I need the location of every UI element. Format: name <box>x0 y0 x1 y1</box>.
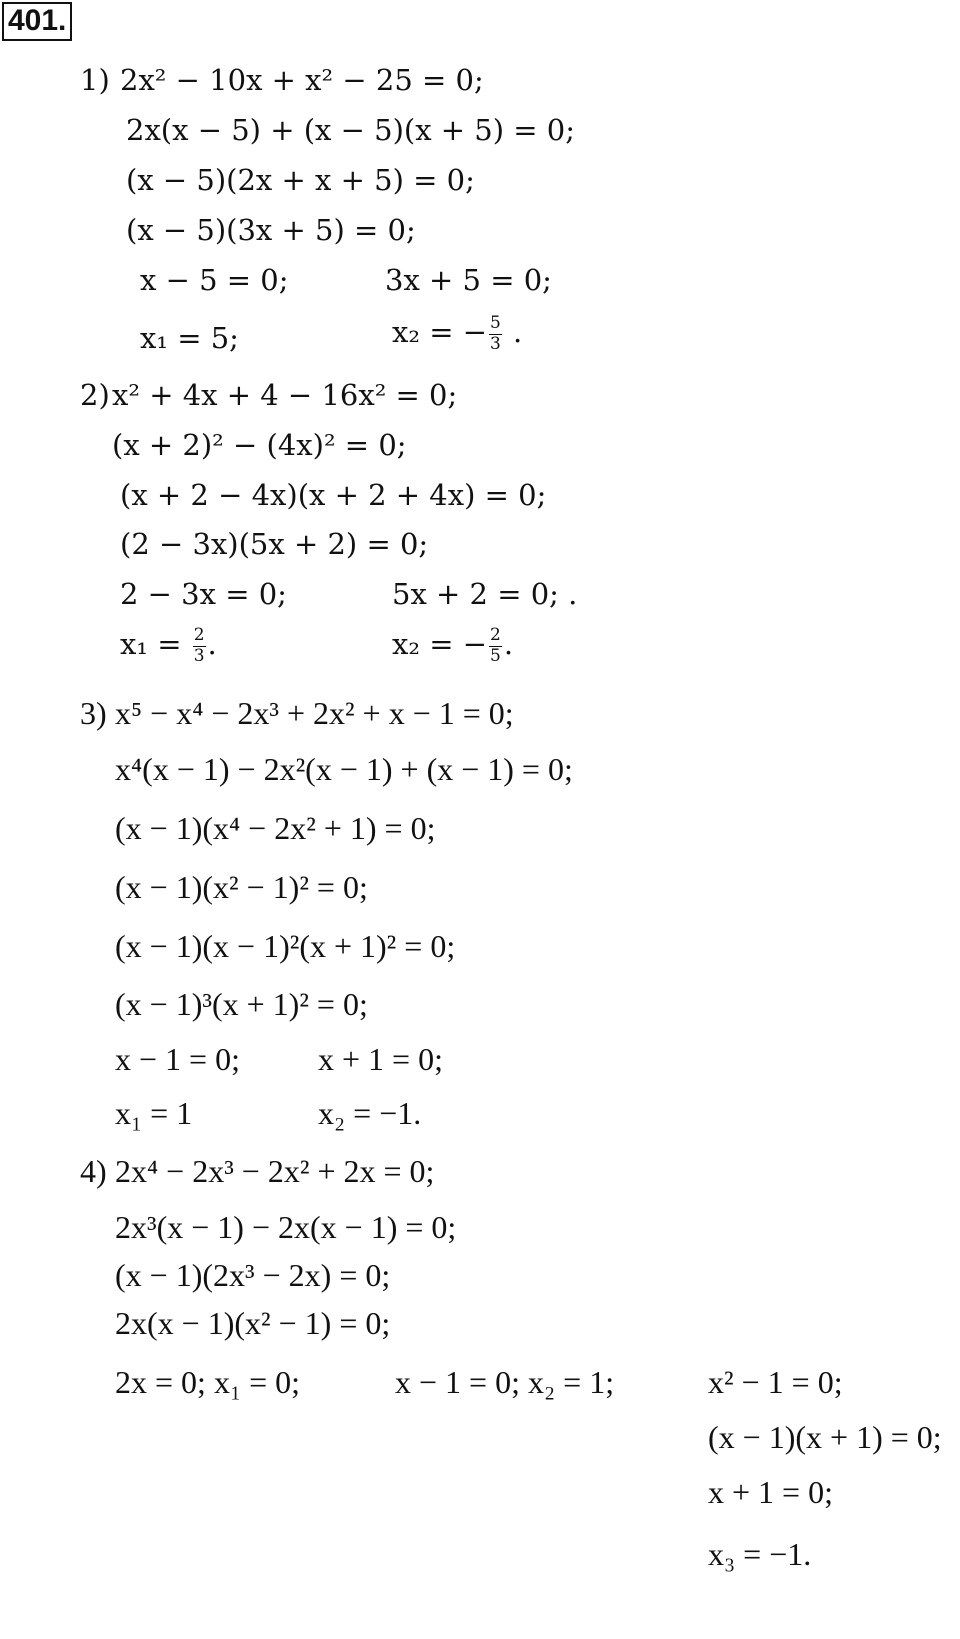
part2-step-3: (2 − 3x)(5x + 2) = 0; <box>120 527 429 561</box>
part4-case-1: 2x = 0; x₁ = 0; <box>115 1364 301 1400</box>
part4-case-3-step-3: x + 1 = 0; <box>708 1474 833 1510</box>
part1-root-2: x₂ = − $\frac{5}{3}$ . <box>392 313 523 354</box>
part1-step-1: 2x(x − 5) + (x − 5)(x + 5) = 0; <box>126 113 576 147</box>
part2-step-1: (x + 2)² − (4x)² = 0; <box>112 428 407 462</box>
part4-root-3: x₃ = −1. <box>708 1536 812 1572</box>
part3-step-5: (x − 1)³(x + 1)² = 0; <box>115 986 368 1022</box>
part3-root-2: x₂ = −1. <box>318 1095 422 1131</box>
part1-factor-b: 3x + 5 = 0; <box>385 263 552 297</box>
part3-factor-b: x + 1 = 0; <box>318 1041 443 1077</box>
part3-step-1: x⁴(x − 1) − 2x²(x − 1) + (x − 1) = 0; <box>115 751 573 787</box>
part3-factor-a: x − 1 = 0; <box>115 1041 240 1077</box>
part1-equation: 2x² − 10x + x² − 25 = 0; <box>120 63 484 97</box>
part4-case-3-step-2: (x − 1)(x + 1) = 0; <box>708 1419 942 1455</box>
part3-label: 3) <box>80 695 107 731</box>
part2-root-2-fraction: $\frac{2}{5}$ <box>490 625 501 666</box>
problem-number: 401. <box>2 2 72 41</box>
part2-factor-a: 2 − 3x = 0; <box>120 577 287 611</box>
part4-step-3: 2x(x − 1)(x² − 1) = 0; <box>115 1305 391 1341</box>
part1-factor-a: x − 5 = 0; <box>140 263 289 297</box>
part4-step-2: (x − 1)(2x³ − 2x) = 0; <box>115 1257 391 1293</box>
part3-equation: x⁵ − x⁴ − 2x³ + 2x² + x − 1 = 0; <box>115 695 514 731</box>
part2-step-2: (x + 2 − 4x)(x + 2 + 4x) = 0; <box>120 478 547 512</box>
part1-step-2: (x − 5)(2x + x + 5) = 0; <box>126 163 475 197</box>
part3-step-4: (x − 1)(x − 1)²(x + 1)² = 0; <box>115 928 456 964</box>
part3-step-2: (x − 1)(x⁴ − 2x² + 1) = 0; <box>115 810 436 846</box>
part1-step-3: (x − 5)(3x + 5) = 0; <box>126 213 416 247</box>
part4-label: 4) <box>80 1153 107 1189</box>
part2-equation: x² + 4x + 4 − 16x² = 0; <box>112 378 458 412</box>
part2-root-1-fraction: $\frac{2}{3}$ <box>193 625 205 666</box>
part2-root-2: x₂ = − $\frac{2}{5}$ . <box>392 625 514 666</box>
part2-root-1: x₁ = $\frac{2}{3}$ . <box>120 625 217 666</box>
part1-root-2-fraction: $\frac{5}{3}$ <box>490 313 501 354</box>
part4-equation: 2x⁴ − 2x³ − 2x² + 2x = 0; <box>115 1153 435 1189</box>
part3-step-3: (x − 1)(x² − 1)² = 0; <box>115 869 368 905</box>
part1-root-1: x₁ = 5; <box>140 321 239 355</box>
part4-step-1: 2x³(x − 1) − 2x(x − 1) = 0; <box>115 1209 457 1245</box>
part3-root-1: x₁ = 1 <box>115 1095 193 1131</box>
part2-factor-b: 5x + 2 = 0; . <box>392 577 578 611</box>
part4-case-2: x − 1 = 0; x₂ = 1; <box>395 1364 615 1400</box>
part4-case-3-step-1: x² − 1 = 0; <box>708 1364 843 1400</box>
part2-label: 2) <box>80 378 110 412</box>
part1-label: 1) <box>80 63 110 97</box>
